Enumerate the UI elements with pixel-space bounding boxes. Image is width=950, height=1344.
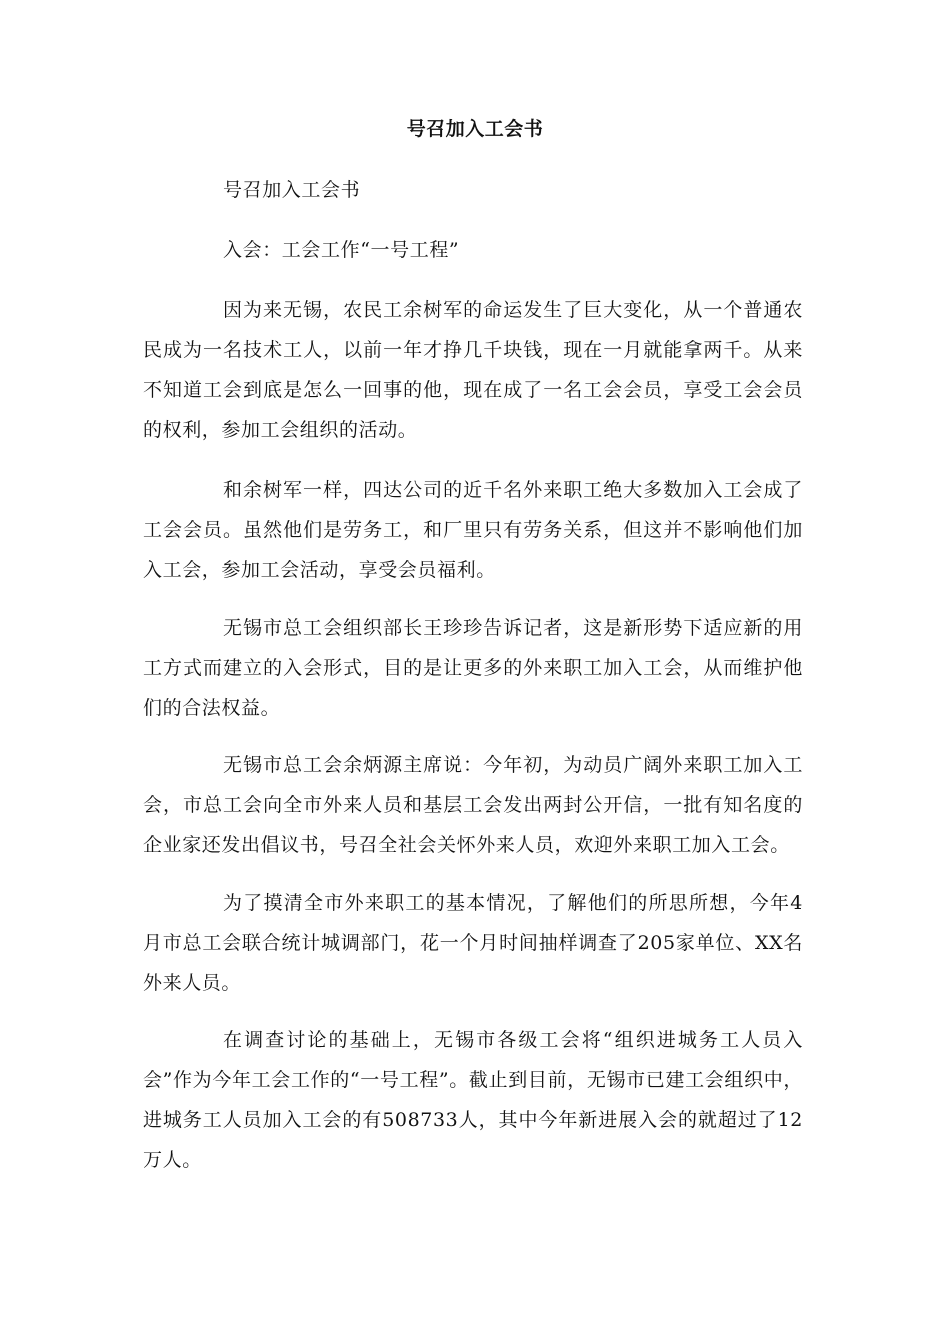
section-heading: 入会：工会工作“一号工程” (223, 239, 460, 261)
paragraph-5: 为了摸清全市外来职工的基本情况，了解他们的所思所想，今年4月市总工会联合统计城调部门，花一个月时间抽样调查了205家单位、XX名外来人员。 (143, 892, 803, 994)
document-title: 号召加入工会书 (406, 118, 544, 140)
paragraph-2: 和余树军一样，四达公司的近千名外来职工绝大多数加入工会成了工会会员。虽然他们是劳务工，和厂里只有劳务关系，但这并不影响他们加入工会，参加工会活动，享受会员福利。 (143, 479, 803, 581)
paragraph-6: 在调查讨论的基础上，无锡市各级工会将“组织进城务工人员入会”作为今年工会工作的“一号工程”。截止到目前，无锡市已建工会组织中，进城务工人员加入工会的有508733人，其中今年新进展入会的就超过了12万人。 (143, 1029, 803, 1171)
paragraph-4: 无锡市总工会余炳源主席说：今年初，为动员广阔外来职工加入工会，市总工会向全市外来人员和基层工会发出两封公开信，一批有知名度的企业家还发出倡议书，号召全社会关怀外来人员，欢迎外来职工加入工会。 (143, 754, 803, 856)
paragraph-1: 因为来无锡，农民工余树军的命运发生了巨大变化，从一个普通农民成为一名技术工人，以前一年才挣几千块钱，现在一月就能拿两千。从来不知道工会到底是怎么一回事的他，现在成了一名工会会员，享受工会会员的权利，参加工会组织的活动。 (143, 299, 803, 441)
paragraph-3: 无锡市总工会组织部长王珍珍告诉记者，这是新形势下适应新的用工方式而建立的入会形式，目的是让更多的外来职工加入工会，从而维护他们的合法权益。 (143, 617, 803, 719)
document-subtitle: 号召加入工会书 (223, 179, 361, 201)
